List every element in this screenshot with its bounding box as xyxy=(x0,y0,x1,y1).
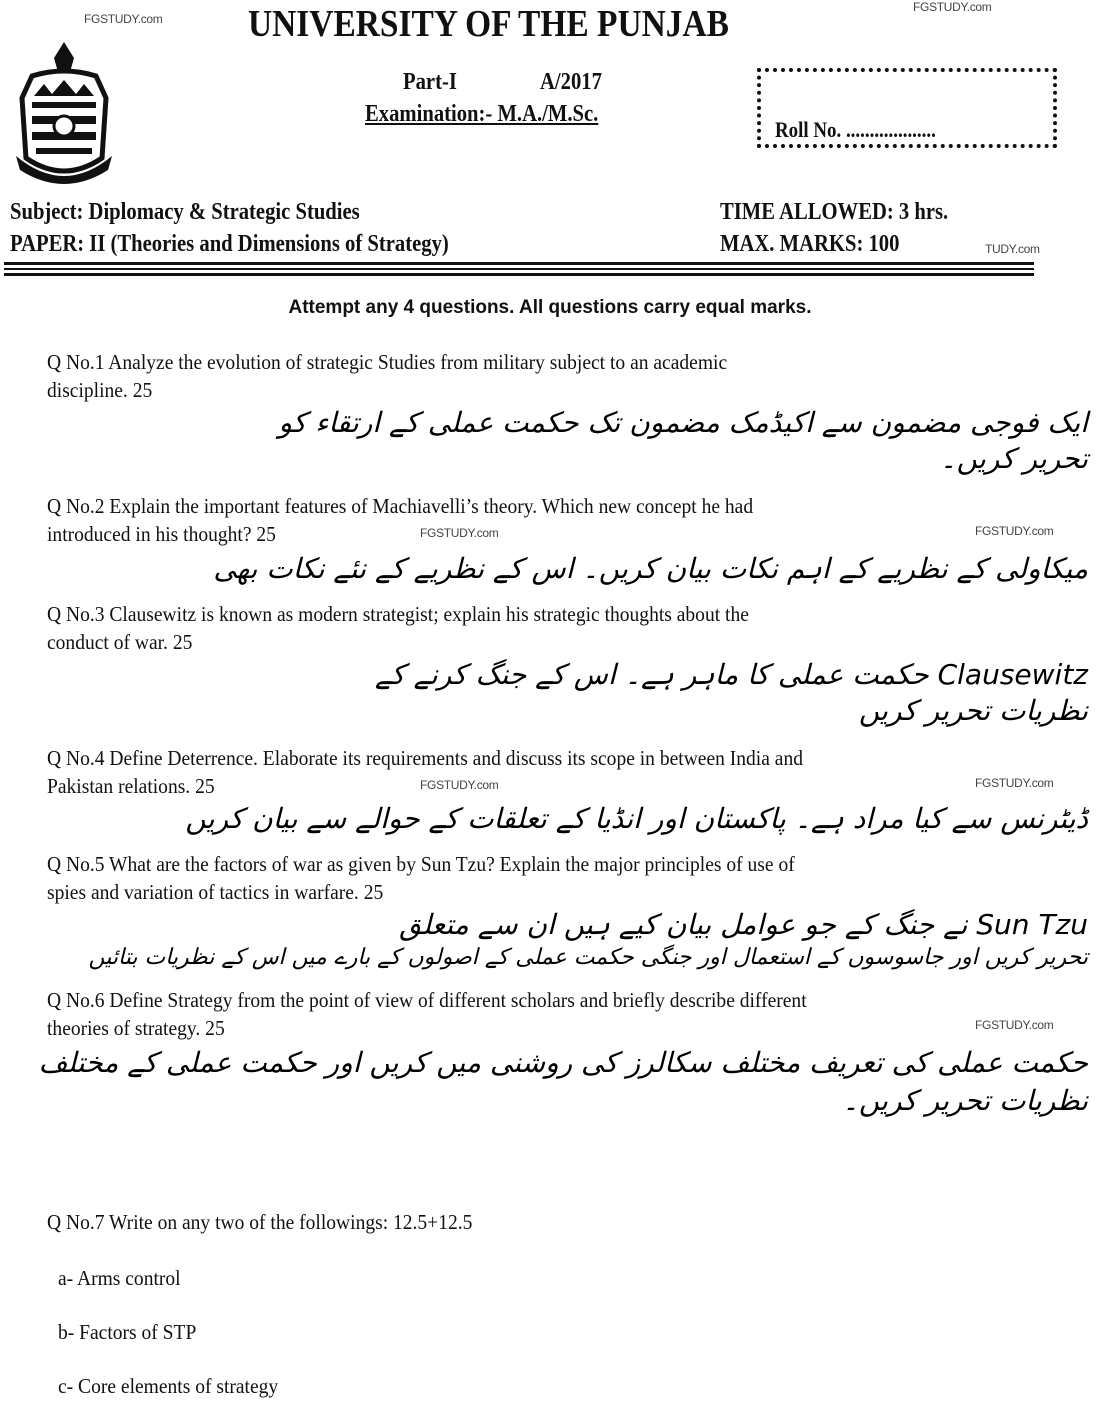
question-5-urdu: Sun Tzu نے جنگ کے جو عوامل بیان کیے ہیں ان سے متعلق xyxy=(399,908,1088,941)
question-1-text-cont: discipline. 25 xyxy=(47,378,153,402)
paper-label: PAPER: II (Theories and Dimensions of Strategy) xyxy=(10,231,449,257)
question-4-urdu: ڈیٹرنس سے کیا مراد ہے۔ پاکستان اور انڈیا کے تعلقات کے حوالے سے بیان کریں xyxy=(185,802,1088,835)
question-4-text-cont: Pakistan relations. 25 xyxy=(47,774,215,798)
question-1-urdu: ایک فوجی مضمون سے اکیڈمک مضمون تک حکمت عملی کے ارتقاء کو xyxy=(278,406,1088,439)
part-label: Part-I xyxy=(403,69,457,95)
question-6-urdu: نظریات تحریر کریں۔ xyxy=(842,1084,1088,1117)
watermark: FGSTUDY.com xyxy=(84,12,163,26)
university-title: UNIVERSITY OF THE PUNJAB xyxy=(248,3,729,45)
question-5-text: Q No.5 What are the factors of war as given by Sun Tzu? Explain the major principles of use of xyxy=(47,852,795,876)
question-4-text: Q No.4 Define Deterrence. Elaborate its requirements and discuss its scope in between India and xyxy=(47,746,803,770)
watermark: FGSTUDY.com xyxy=(913,0,992,14)
watermark: FGSTUDY.com xyxy=(975,776,1054,790)
subject-label: Subject: Diplomacy & Strategic Studies xyxy=(10,199,360,225)
question-6-text: Q No.6 Define Strategy from the point of view of different scholars and briefly describe different xyxy=(47,988,807,1012)
session-label: A/2017 xyxy=(540,69,602,95)
divider xyxy=(4,262,1034,265)
question-3-text: Q No.3 Clausewitz is known as modern strategist; explain his strategic thoughts about the xyxy=(47,602,749,626)
question-5-urdu: تحریر کریں اور جاسوسوں کے استعمال اور جنگی حکمت عملی کے اصولوں کے بارے میں اس کے نظریات بتائیں xyxy=(88,945,1088,970)
question-2-text-cont: introduced in his thought? 25 xyxy=(47,522,276,546)
question-3-text-cont: conduct of war. 25 xyxy=(47,630,193,654)
watermark: FGSTUDY.com xyxy=(420,778,499,792)
watermark: FGSTUDY.com xyxy=(975,1018,1054,1032)
question-1-urdu: تحریر کریں۔ xyxy=(940,442,1088,475)
watermark: FGSTUDY.com xyxy=(420,526,499,540)
question-7-option-b: b- Factors of STP xyxy=(58,1320,197,1344)
watermark: FGSTUDY.com xyxy=(975,524,1054,538)
instructions: Attempt any 4 questions. All questions carry equal marks. xyxy=(288,297,812,318)
max-marks: MAX. MARKS: 100 xyxy=(720,231,900,257)
question-2-urdu: میکاولی کے نظریے کے اہم نکات بیان کریں۔ اس کے نظریے کے نئے نکات بھی xyxy=(213,552,1088,585)
question-1-text: Q No.1 Analyze the evolution of strategic Studies from military subject to an academic xyxy=(47,350,728,374)
roll-number-field: Roll No. ................... xyxy=(775,117,936,142)
divider xyxy=(4,268,1034,270)
question-6-text-cont: theories of strategy. 25 xyxy=(47,1016,225,1040)
question-3-urdu: Clausewitz حکمت عملی کا ماہر ہے۔ اس کے جنگ کرنے کے xyxy=(374,658,1088,691)
question-2-text: Q No.2 Explain the important features of Machiavelli’s theory. Which new concept he had xyxy=(47,494,754,518)
time-allowed: TIME ALLOWED: 3 hrs. xyxy=(720,199,949,225)
examination-label: Examination:- M.A./M.Sc. xyxy=(365,101,599,127)
roll-number-box xyxy=(757,68,1057,148)
question-3-urdu: نظریات تحریر کریں xyxy=(858,694,1088,727)
watermark: TUDY.com xyxy=(985,242,1040,256)
question-5-text-cont: spies and variation of tactics in warfare. 25 xyxy=(47,880,384,904)
divider xyxy=(4,273,1034,276)
question-6-urdu: حکمت عملی کی تعریف مختلف سکالرز کی روشنی میں کریں اور حکمت عملی کے مختلف xyxy=(38,1046,1088,1079)
question-7-text: Q No.7 Write on any two of the followings: 12.5+12.5 xyxy=(47,1210,473,1234)
university-crest-logo xyxy=(10,38,118,188)
question-7-option-c: c- Core elements of strategy xyxy=(58,1374,279,1398)
question-7-option-a: a- Arms control xyxy=(58,1266,181,1290)
